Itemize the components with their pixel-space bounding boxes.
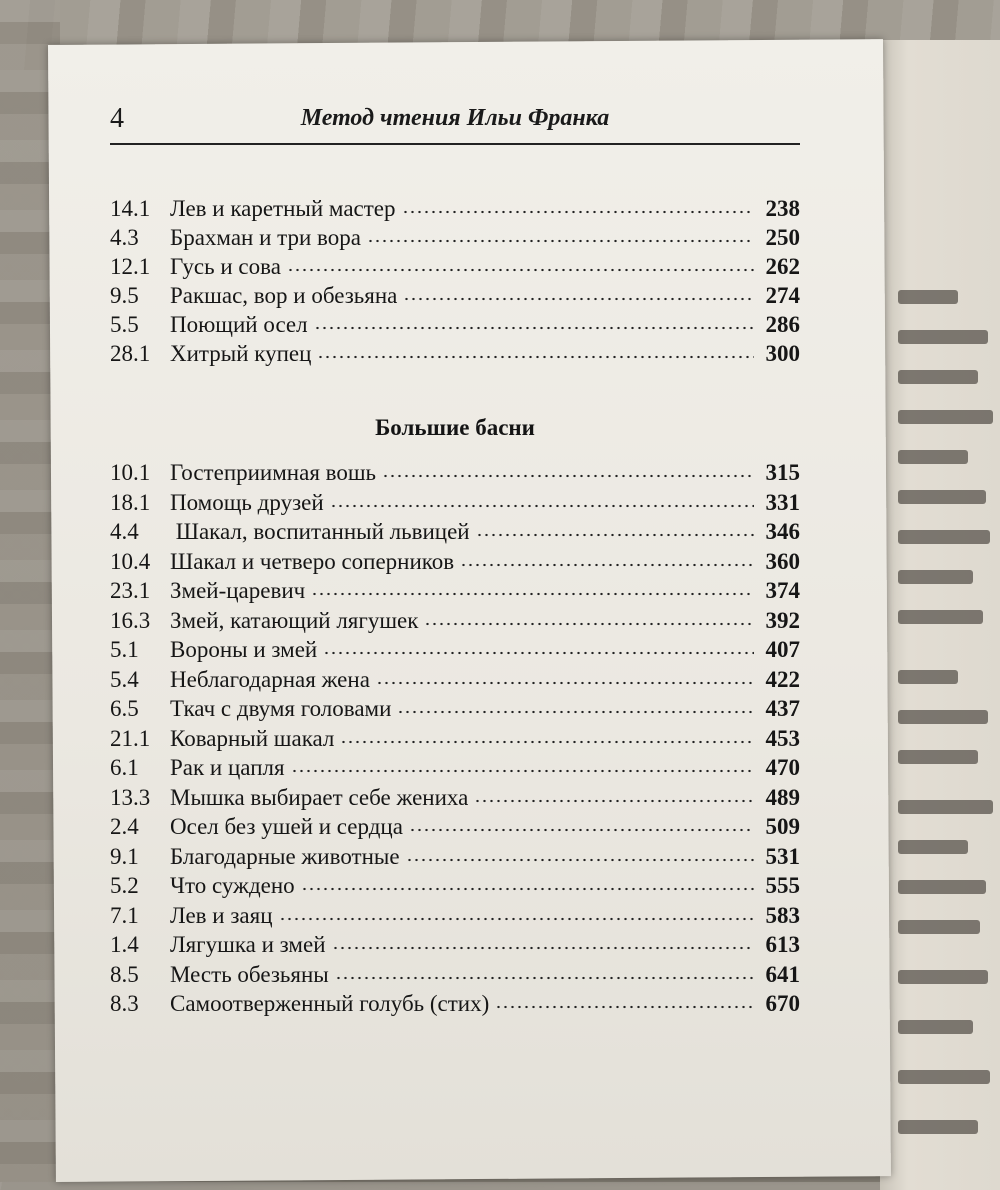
toc-page-number: 407 <box>765 637 800 662</box>
toc-row <box>110 519 800 549</box>
running-title: Метод чтения Ильи Франка <box>300 105 610 131</box>
toc-leader-dots <box>376 667 754 685</box>
toc-title: Шакал и четверо соперников <box>170 548 455 574</box>
toc-page-number: 360 <box>765 548 800 574</box>
toc-page-number: 613 <box>765 932 800 957</box>
toc-leader-dots <box>495 991 754 1009</box>
toc-title: Неблагодарная жена <box>170 666 370 692</box>
toc-row <box>110 490 800 520</box>
toc-row <box>110 873 800 903</box>
toc-row <box>110 196 800 226</box>
toc-title: Что суждено <box>170 873 295 898</box>
toc-title: Хитрый купец <box>170 341 312 366</box>
toc-title: Месть обезьяны <box>170 961 329 987</box>
toc-title: Мышка выбирает себе жениха <box>170 784 469 810</box>
toc-title: Коварный шакал <box>170 725 335 751</box>
toc-row <box>110 312 800 342</box>
toc-page-number: 250 <box>765 225 800 250</box>
toc-code: 1.4 <box>110 932 139 957</box>
toc-code: 2.4 <box>110 814 139 839</box>
toc-row <box>110 549 800 579</box>
toc-code: 14.1 <box>110 196 151 221</box>
toc-leader-dots <box>406 844 754 862</box>
toc-code: 5.1 <box>110 637 139 662</box>
toc-leader-dots <box>330 490 754 508</box>
toc-title: Лягушка и змей <box>170 932 326 957</box>
toc-title: Помощь друзей <box>170 489 324 515</box>
toc-page-number: 453 <box>765 725 800 751</box>
toc-leader-dots <box>402 196 754 214</box>
toc-row <box>110 814 800 844</box>
toc-page-number: 437 <box>765 696 800 721</box>
toc-code: 21.1 <box>110 725 151 751</box>
toc-leader-dots <box>301 873 754 891</box>
toc-page-number: 531 <box>765 843 800 869</box>
toc-row <box>110 608 800 638</box>
toc-page-number: 238 <box>765 196 800 221</box>
toc-page-number: 331 <box>765 489 800 515</box>
toc-title: Вороны и змей <box>170 637 318 662</box>
toc-title: Змей, катающий лягушек <box>170 607 419 633</box>
toc-row <box>110 785 800 815</box>
toc-title: Осел без ушей и сердца <box>170 814 403 839</box>
toc-row <box>110 932 800 962</box>
toc-code: 9.5 <box>110 283 139 308</box>
toc-page-number: 315 <box>765 460 800 485</box>
toc-title: Лев и каретный мастер <box>170 196 396 221</box>
toc-page-number: 555 <box>765 873 800 898</box>
toc-leader-dots <box>403 283 754 301</box>
toc-code: 23.1 <box>110 578 151 603</box>
toc-code: 4.3 <box>110 225 139 250</box>
page-header <box>110 103 800 145</box>
toc-row <box>110 225 800 255</box>
toc-title: Гусь и сова <box>170 254 281 279</box>
toc-row <box>110 578 800 608</box>
toc-page-number: 262 <box>765 254 800 279</box>
toc-leader-dots <box>335 962 754 980</box>
toc-row <box>110 991 800 1021</box>
toc-page-number: 392 <box>765 607 800 633</box>
toc-leader-dots <box>291 755 754 773</box>
toc-code: 10.1 <box>110 460 151 485</box>
toc-code: 18.1 <box>110 489 151 515</box>
toc-code: 16.3 <box>110 607 151 633</box>
toc-title: Поющий осел <box>170 312 308 337</box>
toc-page-number: 286 <box>765 312 800 337</box>
toc-page-number: 300 <box>765 341 800 366</box>
toc-page-number: 346 <box>765 519 800 544</box>
toc-code: 7.1 <box>110 902 139 928</box>
toc-leader-dots <box>367 225 754 243</box>
page-number: 4 <box>110 103 124 134</box>
toc-title: Лев и заяц <box>170 902 273 928</box>
toc-leader-dots <box>460 549 754 567</box>
toc-page-number: 509 <box>765 814 800 839</box>
toc-title: Гостеприимная вошь <box>170 460 377 485</box>
toc-title: Рак и цапля <box>170 755 285 780</box>
toc-title: Благодарные животные <box>170 843 400 869</box>
toc-page-number: 374 <box>765 578 800 603</box>
toc-row <box>110 254 800 284</box>
toc-leader-dots <box>476 519 754 537</box>
toc-row <box>110 962 800 992</box>
toc-row <box>110 460 800 490</box>
toc-page-number: 583 <box>765 902 800 928</box>
toc-code: 5.2 <box>110 873 139 898</box>
facing-page <box>880 40 1000 1190</box>
toc-code: 4.4 <box>110 519 139 544</box>
toc-row <box>110 844 800 874</box>
toc-title: Ракшас, вор и обезьяна <box>170 283 398 308</box>
toc-row <box>110 283 800 313</box>
toc-leader-dots <box>279 903 754 921</box>
toc-page-number: 470 <box>765 755 800 780</box>
toc-code: 9.1 <box>110 843 139 869</box>
toc-title: Шакал, воспитанный львицей <box>170 519 470 544</box>
toc-leader-dots <box>314 312 754 330</box>
toc-page-number: 489 <box>765 784 800 810</box>
toc-leader-dots <box>323 637 754 655</box>
toc-leader-dots <box>474 785 754 803</box>
toc-row <box>110 755 800 785</box>
toc-page-number: 422 <box>765 666 800 692</box>
toc-row <box>110 341 800 371</box>
toc-leader-dots <box>424 608 754 626</box>
toc-page-number: 274 <box>765 283 800 308</box>
toc-page-number: 641 <box>765 961 800 987</box>
toc-page-number: 670 <box>765 991 800 1016</box>
toc-row <box>110 903 800 933</box>
toc-leader-dots <box>409 814 754 832</box>
toc-code: 6.5 <box>110 696 139 721</box>
toc-code: 12.1 <box>110 254 151 279</box>
toc-title: Брахман и три вора <box>170 225 361 250</box>
toc-row <box>110 726 800 756</box>
toc-code: 8.3 <box>110 991 139 1016</box>
toc-title: Ткач с двумя головами <box>170 696 392 721</box>
toc-row <box>110 696 800 726</box>
toc-code: 10.4 <box>110 548 151 574</box>
toc-leader-dots <box>397 696 754 714</box>
toc-leader-dots <box>317 341 754 359</box>
toc-leader-dots <box>311 578 754 596</box>
toc-code: 5.5 <box>110 312 139 337</box>
toc-title: Змей-царевич <box>170 578 306 603</box>
toc-leader-dots <box>382 460 754 478</box>
toc-code: 5.4 <box>110 666 139 692</box>
toc-code: 8.5 <box>110 961 139 987</box>
section-heading: Большие басни <box>375 415 535 440</box>
toc-code: 6.1 <box>110 755 139 780</box>
toc-leader-dots <box>287 254 754 272</box>
toc-row <box>110 667 800 697</box>
toc-leader-dots <box>340 726 754 744</box>
toc-leader-dots <box>332 932 755 950</box>
toc-title: Самоотверженный голубь (стих) <box>170 991 490 1016</box>
toc-code: 28.1 <box>110 341 151 366</box>
toc-code: 13.3 <box>110 784 151 810</box>
toc-row <box>110 637 800 667</box>
